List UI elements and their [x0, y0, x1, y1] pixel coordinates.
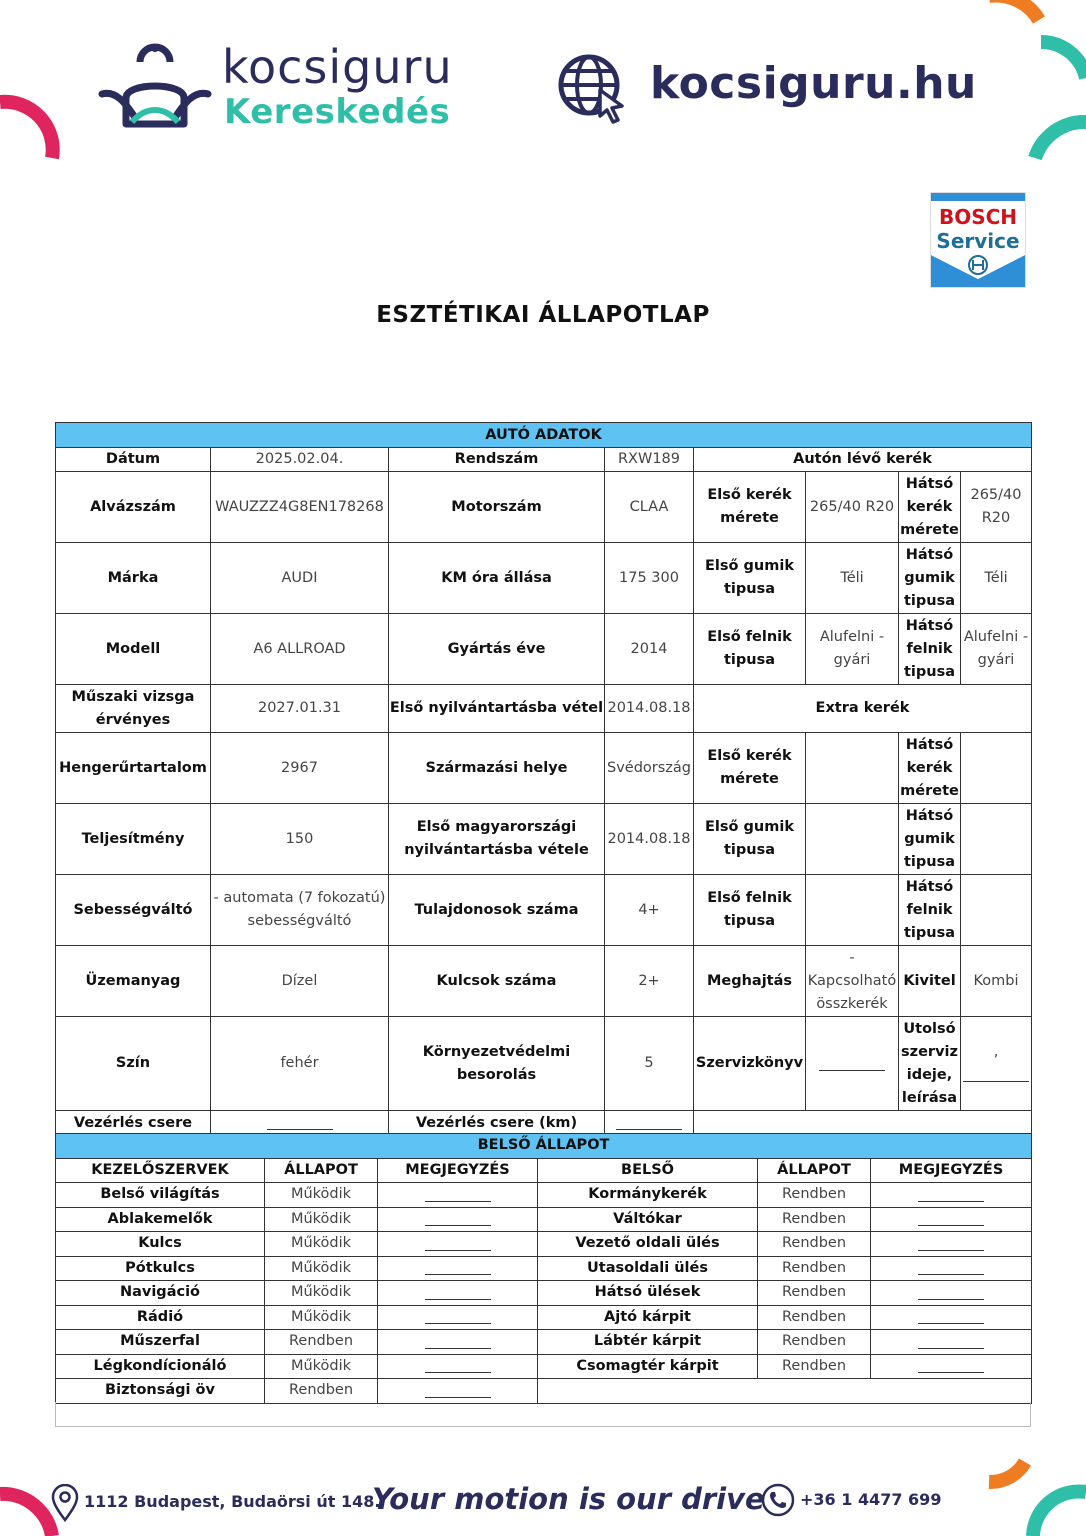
- website-logo: [558, 52, 977, 122]
- auto-data-table: [55, 422, 1032, 1136]
- belso-item-note: [871, 1305, 1032, 1330]
- brand-name: kocsiguru: [222, 40, 453, 94]
- footer-address: 1112 Budapest, Budaörsi út 148.: [84, 1492, 381, 1511]
- belso-row: [56, 1305, 1032, 1330]
- belso-item-name: Váltókar: [538, 1207, 758, 1232]
- elso-gumi-value: Téli: [806, 543, 899, 614]
- kezeloszerv-note: [378, 1232, 538, 1257]
- henger-value: 2967: [211, 733, 389, 804]
- gyartas-value: 2014: [605, 614, 694, 685]
- vezerles-value: [211, 1111, 389, 1136]
- szarmazas-value: Svédország: [605, 733, 694, 804]
- szervizkonyv-label: Szervizkönyv: [694, 1017, 806, 1111]
- corner-decoration-top-left: [0, 90, 70, 170]
- blank-line: [425, 1383, 491, 1398]
- datum-label: Dátum: [56, 448, 211, 472]
- valto-value: - automata (7 fokozatú) sebességváltó: [211, 875, 389, 946]
- kulcs-label: Kulcsok száma: [389, 946, 605, 1017]
- footer-slogan: Your motion is our drive: [372, 1482, 765, 1516]
- phone-icon: [760, 1482, 796, 1518]
- belso-item-state: Rendben: [758, 1207, 871, 1232]
- extra-hatso-gumi-label: Hátsó gumik tipusa: [899, 804, 961, 875]
- blank-line: [918, 1285, 984, 1300]
- belso-item-name: Utasoldali ülés: [538, 1256, 758, 1281]
- uzemanyag-value: Dízel: [211, 946, 389, 1017]
- uzemanyag-label: Üzemanyag: [56, 946, 211, 1017]
- blank-line: [425, 1260, 491, 1275]
- szarmazas-label: Származási helye: [389, 733, 605, 804]
- belso-item-name: Vezető oldali ülés: [538, 1232, 758, 1257]
- kezeloszerv-state: Működik: [265, 1232, 378, 1257]
- hatso-gumi-label: Hátsó gumik tipusa: [899, 543, 961, 614]
- extra-hatso-gumi-value: [961, 804, 1032, 875]
- rendszam-label: Rendszám: [389, 448, 605, 472]
- elso-kerek-value: 265/40 R20: [806, 472, 899, 543]
- blank-line: [267, 1115, 333, 1130]
- elso-nyilv-label: Első nyilvántartásba vétel: [389, 685, 605, 733]
- hatso-gumi-value: Téli: [961, 543, 1032, 614]
- extra-elso-felni-value: [806, 875, 899, 946]
- header-allapot-left: ÁLLAPOT: [265, 1158, 378, 1183]
- szervizkonyv-value: [806, 1017, 899, 1111]
- belso-row: [56, 1354, 1032, 1379]
- belso-item-state: Rendben: [758, 1281, 871, 1306]
- rendszam-value: RXW189: [605, 448, 694, 472]
- service-text: Service: [936, 229, 1020, 253]
- blank-line: [425, 1187, 491, 1202]
- valto-label: Sebességváltó: [56, 875, 211, 946]
- belso-item-name: Lábtér kárpit: [538, 1330, 758, 1355]
- extra-elso-kerek-value: [806, 733, 899, 804]
- car-mascot-icon: [96, 42, 214, 134]
- belso-row: [56, 1281, 1032, 1306]
- kezeloszerv-state: Rendben: [265, 1379, 378, 1404]
- hatso-felni-label: Hátsó felnik tipusa: [899, 614, 961, 685]
- location-pin-icon: [50, 1484, 80, 1522]
- kezeloszerv-name: Belső világítás: [56, 1183, 265, 1208]
- tulaj-value: 4+: [605, 875, 694, 946]
- belso-item-name: Csomagtér kárpit: [538, 1354, 758, 1379]
- kezeloszerv-state: Működik: [265, 1305, 378, 1330]
- kivitel-label: Kivitel: [899, 946, 961, 1017]
- empty-cell: [538, 1379, 1032, 1404]
- magyar-nyilv-label: Első magyarországi nyilvántartásba vétele: [389, 804, 605, 875]
- kezeloszerv-note: [378, 1330, 538, 1355]
- hatso-kerek-value: 265/40 R20: [961, 472, 1032, 543]
- magyar-nyilv-value: 2014.08.18: [605, 804, 694, 875]
- elso-gumi-label: Első gumik tipusa: [694, 543, 806, 614]
- belso-item-note: [871, 1330, 1032, 1355]
- teljesitmeny-label: Teljesítmény: [56, 804, 211, 875]
- kezeloszerv-name: Pótkulcs: [56, 1256, 265, 1281]
- belso-row: [56, 1232, 1032, 1257]
- tulaj-label: Tulajdonosok száma: [389, 875, 605, 946]
- kezeloszerv-note: [378, 1207, 538, 1232]
- kezeloszerv-note: [378, 1183, 538, 1208]
- footer-phone: +36 1 4477 699: [800, 1490, 942, 1509]
- modell-value: A6 ALLROAD: [211, 614, 389, 685]
- corner-decoration-bottom-right: [975, 1456, 1086, 1536]
- belso-rows: [56, 1183, 1032, 1404]
- vezerles-label: Vezérlés csere: [56, 1111, 211, 1136]
- alvaz-value: WAUZZZ4G8EN178268: [211, 472, 389, 543]
- kezeloszerv-state: Működik: [265, 1256, 378, 1281]
- datum-value: 2025.02.04.: [211, 448, 389, 472]
- extra-hatso-felni-label: Hátsó felnik tipusa: [899, 875, 961, 946]
- table-footer-gap: [55, 1402, 1031, 1427]
- blank-line: [425, 1358, 491, 1373]
- belso-item-state: Rendben: [758, 1256, 871, 1281]
- belso-item-note: [871, 1183, 1032, 1208]
- motor-value: CLAA: [605, 472, 694, 543]
- modell-label: Modell: [56, 614, 211, 685]
- belso-item-state: Rendben: [758, 1232, 871, 1257]
- header-belso: BELSŐ: [538, 1158, 758, 1183]
- kulcs-value: 2+: [605, 946, 694, 1017]
- marka-label: Márka: [56, 543, 211, 614]
- kezeloszerv-state: Rendben: [265, 1330, 378, 1355]
- extra-hatso-kerek-value: [961, 733, 1032, 804]
- website-text: kocsiguru.hu: [650, 58, 977, 109]
- kezeloszerv-note: [378, 1256, 538, 1281]
- kezeloszerv-note: [378, 1379, 538, 1404]
- kivitel-value: Kombi: [961, 946, 1032, 1017]
- blank-line: [425, 1309, 491, 1324]
- belso-item-name: Hátsó ülések: [538, 1281, 758, 1306]
- extra-wheel-title: Extra kerék: [694, 685, 1032, 733]
- belso-item-note: [871, 1256, 1032, 1281]
- km-label: KM óra állása: [389, 543, 605, 614]
- blank-line: [963, 1067, 1029, 1082]
- alvaz-label: Alvázszám: [56, 472, 211, 543]
- extra-elso-gumi-label: Első gumik tipusa: [694, 804, 806, 875]
- blank-line: [425, 1211, 491, 1226]
- kezeloszerv-note: [378, 1354, 538, 1379]
- marka-value: AUDI: [211, 543, 389, 614]
- teljesitmeny-value: 150: [211, 804, 389, 875]
- utolso-szerviz-label: Utolsó szerviz ideje, leírása: [899, 1017, 961, 1111]
- bosch-text: BOSCH: [938, 205, 1018, 229]
- belso-row: [56, 1256, 1032, 1281]
- kezeloszerv-name: Légkondícionáló: [56, 1354, 265, 1379]
- belso-item-note: [871, 1281, 1032, 1306]
- kezeloszerv-name: Ablakemelők: [56, 1207, 265, 1232]
- blank-line: [918, 1187, 984, 1202]
- blank-line: [425, 1285, 491, 1300]
- kezeloszerv-state: Működik: [265, 1354, 378, 1379]
- kezeloszerv-name: Rádió: [56, 1305, 265, 1330]
- extra-elso-kerek-label: Első kerék mérete: [694, 733, 806, 804]
- kezeloszerv-name: Navigáció: [56, 1281, 265, 1306]
- belso-row: [56, 1207, 1032, 1232]
- vezerles-km-label: Vezérlés csere (km): [389, 1111, 605, 1136]
- belso-item-state: Rendben: [758, 1354, 871, 1379]
- belso-item-note: [871, 1354, 1032, 1379]
- meghajtas-value: - Kapcsolható összkerék: [806, 946, 899, 1017]
- belso-allapot-table: [55, 1133, 1032, 1404]
- corner-decoration-top-right: [975, 0, 1086, 170]
- blank-line: [918, 1309, 984, 1324]
- kezeloszerv-name: Biztonsági öv: [56, 1379, 265, 1404]
- belso-item-note: [871, 1207, 1032, 1232]
- blank-line: [918, 1236, 984, 1251]
- header-megjegyzes-right: MEGJEGYZÉS: [871, 1158, 1032, 1183]
- bosch-service-logo: [930, 192, 1026, 288]
- kezeloszerv-name: Műszerfal: [56, 1330, 265, 1355]
- wheels-title: Autón lévő kerék: [694, 448, 1032, 472]
- kezeloszerv-state: Működik: [265, 1207, 378, 1232]
- kezeloszerv-note: [378, 1281, 538, 1306]
- empty-cell: [694, 1111, 1032, 1136]
- km-value: 175 300: [605, 543, 694, 614]
- blank-line: [918, 1260, 984, 1275]
- elso-felni-label: Első felnik tipusa: [694, 614, 806, 685]
- blank-line: [425, 1236, 491, 1251]
- extra-hatso-felni-value: [961, 875, 1032, 946]
- kezeloszerv-state: Működik: [265, 1183, 378, 1208]
- hatso-kerek-label: Hátsó kerék mérete: [899, 472, 961, 543]
- belso-item-name: Ajtó kárpit: [538, 1305, 758, 1330]
- meghajtas-label: Meghajtás: [694, 946, 806, 1017]
- szin-label: Szín: [56, 1017, 211, 1111]
- header-allapot-right: ÁLLAPOT: [758, 1158, 871, 1183]
- muszaki-value: 2027.01.31: [211, 685, 389, 733]
- belso-item-state: Rendben: [758, 1183, 871, 1208]
- muszaki-label: Műszaki vizsga érvényes: [56, 685, 211, 733]
- korny-label: Környezetvédelmi besorolás: [389, 1017, 605, 1111]
- elso-nyilv-value: 2014.08.18: [605, 685, 694, 733]
- blank-line: [819, 1056, 885, 1071]
- belso-row: [56, 1183, 1032, 1208]
- bosch-bottom-icon: [931, 255, 1025, 287]
- gyartas-label: Gyártás éve: [389, 614, 605, 685]
- hatso-felni-value: Alufelni - gyári: [961, 614, 1032, 685]
- elso-kerek-label: Első kerék mérete: [694, 472, 806, 543]
- utolso-szerviz-value: ,: [961, 1017, 1032, 1111]
- section-title-auto: AUTÓ ADATOK: [56, 423, 1032, 448]
- brand-subtitle: Kereskedés: [224, 92, 451, 132]
- belso-row: [56, 1379, 1032, 1404]
- extra-hatso-kerek-label: Hátsó kerék mérete: [899, 733, 961, 804]
- extra-elso-felni-label: Első felnik tipusa: [694, 875, 806, 946]
- blank-line: [425, 1334, 491, 1349]
- elso-felni-value: Alufelni - gyári: [806, 614, 899, 685]
- kezeloszerv-name: Kulcs: [56, 1232, 265, 1257]
- henger-label: Hengerűrtartalom: [56, 733, 211, 804]
- belso-row: [56, 1330, 1032, 1355]
- header-megjegyzes-left: MEGJEGYZÉS: [378, 1158, 538, 1183]
- blank-line: [616, 1115, 682, 1130]
- korny-value: 5: [605, 1017, 694, 1111]
- belso-item-name: Kormánykerék: [538, 1183, 758, 1208]
- belso-item-state: Rendben: [758, 1330, 871, 1355]
- motor-label: Motorszám: [389, 472, 605, 543]
- blank-line: [918, 1334, 984, 1349]
- blank-line: [918, 1358, 984, 1373]
- vezerles-km-value: [605, 1111, 694, 1136]
- kezeloszerv-state: Működik: [265, 1281, 378, 1306]
- page-title: ESZTÉTIKAI ÁLLAPOTLAP: [376, 302, 710, 328]
- kocsiguru-logo: [96, 38, 486, 138]
- globe-cursor-icon: [558, 54, 628, 124]
- belso-item-state: Rendben: [758, 1305, 871, 1330]
- szin-value: fehér: [211, 1017, 389, 1111]
- section-title-belso: BELSŐ ÁLLAPOT: [56, 1134, 1032, 1159]
- extra-elso-gumi-value: [806, 804, 899, 875]
- blank-line: [918, 1211, 984, 1226]
- header-kezeloszervek: KEZELŐSZERVEK: [56, 1158, 265, 1183]
- kezeloszerv-note: [378, 1305, 538, 1330]
- belso-item-note: [871, 1232, 1032, 1257]
